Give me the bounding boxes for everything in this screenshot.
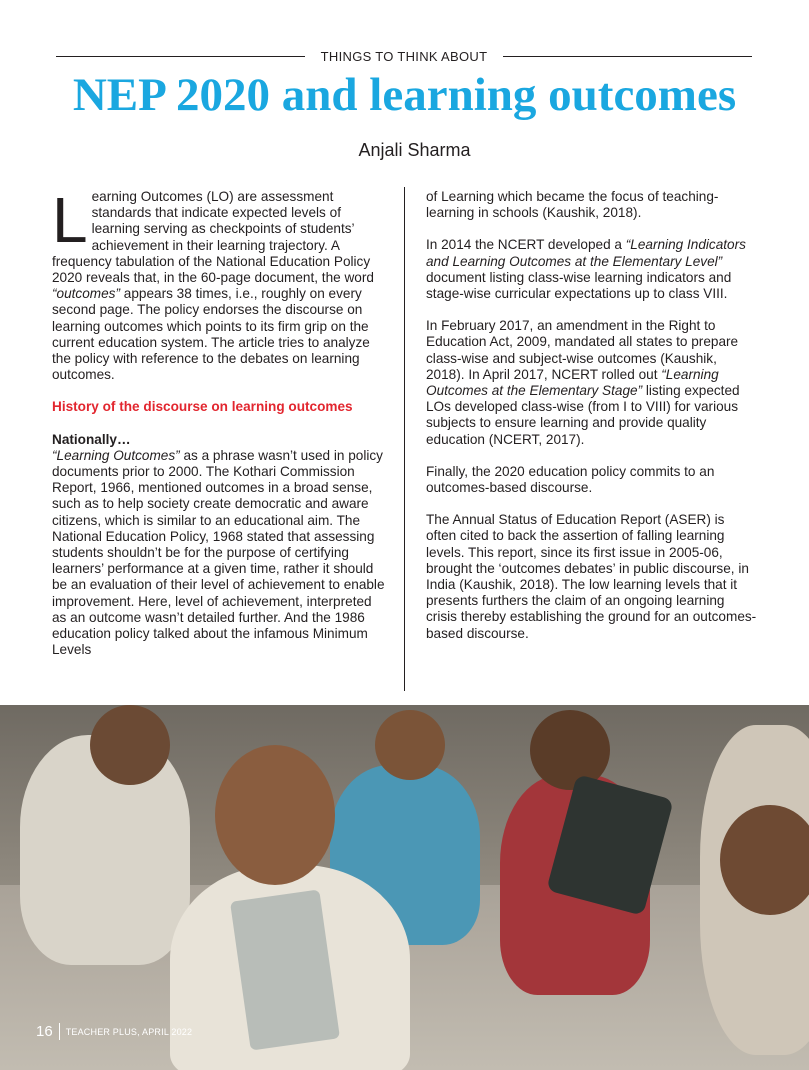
child-front-head xyxy=(215,745,335,885)
p3-emphasis: “Learning Outcomes at the Elementary Stage” xyxy=(426,366,719,399)
p2-text-a: In 2014 the NCERT developed a xyxy=(426,237,626,253)
intro-text-rest: appears 38 times, i.e., roughly on every second page. The policy endorses the discourse on learning outcomes which points to its firm grip on the current education system. The article tries to analyze the policy with reference to the debates on learning outcomes. xyxy=(52,286,370,383)
page-number: 16 xyxy=(36,1023,60,1040)
nationally-emphasis: “Learning Outcomes” xyxy=(52,447,180,463)
p3-text-a: In February 2017, an amendment in the Right to Education Act, 2009, mandated all states to prepare class-wise and subject-wise outcomes (Kaushik, 2018). In April 2017, NCERT rolled out xyxy=(426,318,739,382)
magazine-issue: TEACHER PLUS, APRIL 2022 xyxy=(65,1026,193,1037)
right-paragraph-4: Finally, the 2020 education policy commits to an outcomes-based discourse. xyxy=(426,463,715,496)
left-column xyxy=(52,184,386,674)
article-title: NEP 2020 and learning outcomes xyxy=(72,69,737,121)
drop-cap: L xyxy=(52,184,88,256)
right-column xyxy=(426,189,758,658)
p2-emphasis: “Learning Indicators and Learning Outcomes at the Elementary Level” xyxy=(426,237,746,269)
p2-text-b: document listing class-wise learning indicators and stage-wise curricular expectations up to class VIII. xyxy=(426,269,732,302)
right-paragraph-2 xyxy=(426,237,758,302)
child-left-head xyxy=(90,705,170,785)
sub-heading: Nationally… xyxy=(52,431,131,447)
child-center-head xyxy=(375,710,445,780)
intro-emphasis: “outcomes” xyxy=(52,286,120,302)
p3-text-b: listing expected LOs developed class-wise (from I to VIII) for various subjects to ensure learning and provide quality education (NCERT, 2017). xyxy=(426,383,740,447)
right-paragraph-1: of Learning which became the focus of teaching-learning in schools (Kaushik, 2018). xyxy=(426,189,719,221)
page-footer xyxy=(36,1023,192,1040)
section-heading: History of the discourse on learning outcomes xyxy=(52,399,353,415)
child-edge-right-head xyxy=(720,805,809,915)
nationally-paragraph xyxy=(52,432,386,659)
right-paragraph-5: The Annual Status of Education Report (ASER) is often cited to back the assertion of falling learning levels. This report, since its first issue in 2005-06, brought the ‘outcomes debates’ in public discourse, in India (Kaushik, 2018). The low learning levels that it presents furthers the claim of an ongoing learning crisis thereby establishing the ground for an outcomes-based discourse. xyxy=(426,512,757,641)
classroom-photo xyxy=(0,705,809,1070)
right-paragraph-3 xyxy=(426,318,758,448)
intro-paragraph xyxy=(52,184,386,383)
author-byline: Anjali Sharma xyxy=(358,140,471,160)
kicker: THINGS TO THINK ABOUT xyxy=(320,48,488,64)
intro-text: earning Outcomes (LO) are assessment standards that indicate expected levels of learning serving as checkpoints of students’ achievement in their learning trajectory. A frequency tabulation of the National Education Policy 2020 reveals that, in the 60-page document, the word xyxy=(52,189,374,286)
kicker-rule-right xyxy=(503,56,752,57)
kicker-row xyxy=(56,46,752,66)
kicker-rule-left xyxy=(56,56,305,57)
column-divider xyxy=(404,187,405,691)
nationally-text: as a phrase wasn’t used in policy documents prior to 2000. The Kothari Commission Report, 1966, mentioned outcomes in a broad sense, such as to help society create democratic and aware citizens, which is similar to an educational aim. The National Education Policy, 1968 stated that assessing students shouldn’t be for the purpose of certifying learners’ performance at a given time, rather it should be an evaluation of their level of achievement to enable improvement. Here, level of achievement, interpreted as an outcome wasn’t detailed further. And the 1986 education policy talked about the infamous Minimum Levels xyxy=(52,447,385,658)
child-right-head xyxy=(530,710,610,790)
